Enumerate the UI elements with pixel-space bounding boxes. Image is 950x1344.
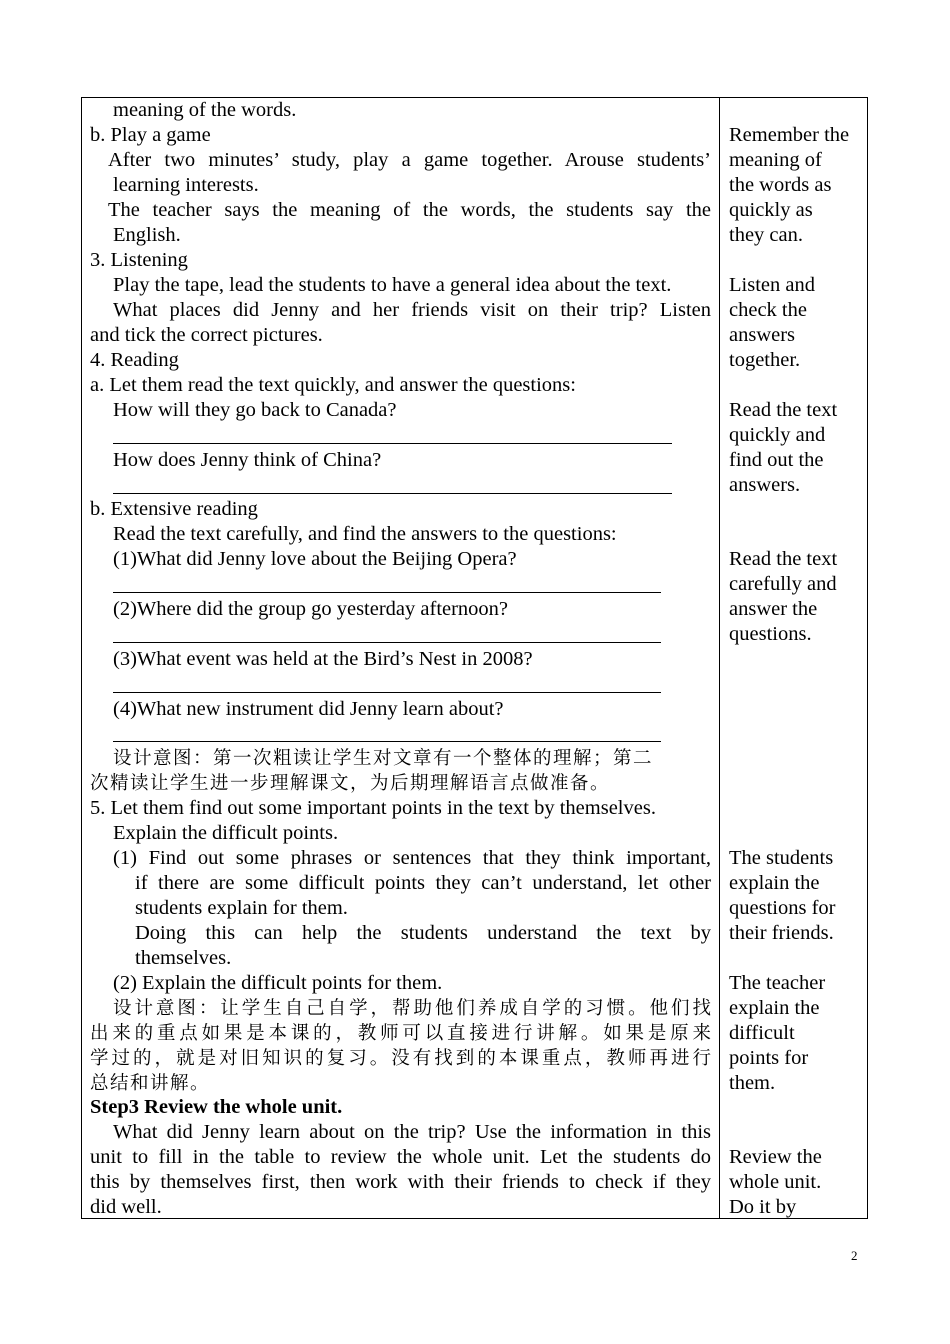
text-line: (2) Explain the difficult points for them. [113, 972, 443, 994]
step-heading: Step3 Review the whole unit. [90, 1096, 343, 1118]
column-divider [719, 97, 720, 1219]
text-line: learning interests. [113, 174, 259, 196]
activity-note: difficult [729, 1022, 795, 1044]
section-heading: b. Play a game [90, 124, 211, 146]
text-line: What did Jenny learn about on the trip? Use the information in this [113, 1121, 711, 1143]
question-text: How will they go back to Canada? [113, 399, 397, 421]
text-line: did well. [90, 1196, 162, 1218]
activity-note: explain the [729, 997, 820, 1019]
activity-note: Read the text [729, 548, 838, 570]
text-line: if there are some difficult points they can’t understand, let other [135, 872, 711, 894]
activity-note: points for [729, 1047, 809, 1069]
design-intent-text: 次精读让学生进一步理解课文，为后期理解语言点做准备。 [90, 773, 611, 794]
activity-note: quickly and [729, 424, 826, 446]
text-line: this by themselves first, then work with their friends to check if they [90, 1171, 711, 1193]
text-line: Read the text carefully, and find the answers to the questions: [113, 523, 617, 545]
text-line: Explain the difficult points. [113, 822, 339, 844]
text-line: The teacher says the meaning of the words, the students say the [108, 199, 711, 221]
text-line: What places did Jenny and her friends visit on their trip? Listen [113, 299, 711, 321]
text-line: Doing this can help the students understand the text by [135, 922, 711, 944]
activity-note: carefully and [729, 573, 837, 595]
question-text: (3)What event was held at the Bird’s Nest in 2008? [113, 648, 533, 670]
activity-note: questions for [729, 897, 836, 919]
question-text: (2)Where did the group go yesterday afternoon? [113, 598, 509, 620]
answer-blank [113, 592, 661, 593]
page-number: 2 [851, 1248, 858, 1263]
activity-note: The teacher [729, 972, 826, 994]
text-line: After two minutes’ study, play a game together. Arouse students’ [108, 149, 711, 171]
activity-note: they can. [729, 224, 803, 246]
activity-note: quickly as [729, 199, 813, 221]
activity-note: questions. [729, 623, 812, 645]
answer-blank [113, 443, 672, 444]
activity-note: find out the [729, 449, 824, 471]
activity-note: Review the [729, 1146, 822, 1168]
activity-note: answer the [729, 598, 818, 620]
activity-note: meaning of [729, 149, 822, 171]
answer-blank [113, 741, 661, 742]
section-heading: 3. Listening [90, 249, 188, 271]
activity-note: answers. [729, 474, 801, 496]
text-line: and tick the correct pictures. [90, 324, 323, 346]
activity-note: check the [729, 299, 807, 321]
activity-note: them. [729, 1072, 776, 1094]
activity-note: their friends. [729, 922, 834, 944]
text-line: English. [113, 224, 181, 246]
text-line: (1) Find out some phrases or sentences that they think important, [113, 847, 711, 869]
answer-blank [113, 692, 661, 693]
section-heading: b. Extensive reading [90, 498, 258, 520]
text-line: Play the tape, lead the students to have a general idea about the text. [113, 274, 672, 296]
activity-note: Read the text [729, 399, 838, 421]
design-intent-text: 总结和讲解。 [90, 1073, 211, 1094]
text-line: unit to fill in the table to review the whole unit. Let the students do [90, 1146, 711, 1168]
question-text: (1)What did Jenny love about the Beijing Opera? [113, 548, 517, 570]
text-line: themselves. [135, 947, 232, 969]
activity-note: explain the [729, 872, 820, 894]
answer-blank [113, 493, 672, 494]
design-intent-text: 出来的重点如果是本课的，教师可以直接进行讲解。如果是原来 [90, 1023, 711, 1044]
question-text: (4)What new instrument did Jenny learn about? [113, 698, 504, 720]
answer-blank [113, 642, 661, 643]
section-heading: 4. Reading [90, 349, 179, 371]
activity-note: whole unit. [729, 1171, 822, 1193]
question-text: How does Jenny think of China? [113, 449, 382, 471]
activity-note: together. [729, 349, 801, 371]
design-intent-text: 设计意图：让学生自己自学，帮助他们养成自学的习惯。他们找 [113, 998, 711, 1019]
activity-note: Remember the [729, 124, 850, 146]
text-line: a. Let them read the text quickly, and answer the questions: [90, 374, 576, 396]
section-heading: 5. Let them find out some important points in the text by themselves. [90, 797, 656, 819]
design-intent-text: 学过的，就是对旧知识的复习。没有找到的本课重点，教师再进行 [90, 1048, 711, 1069]
activity-note: answers [729, 324, 796, 346]
activity-note: Do it by [729, 1196, 797, 1218]
design-intent-text: 设计意图：第一次粗读让学生对文章有一个整体的理解；第二 [113, 748, 654, 769]
text-line: students explain for them. [135, 897, 348, 919]
text-line: meaning of the words. [113, 99, 297, 121]
activity-note: The students [729, 847, 834, 869]
activity-note: Listen and [729, 274, 815, 296]
activity-note: the words as [729, 174, 832, 196]
